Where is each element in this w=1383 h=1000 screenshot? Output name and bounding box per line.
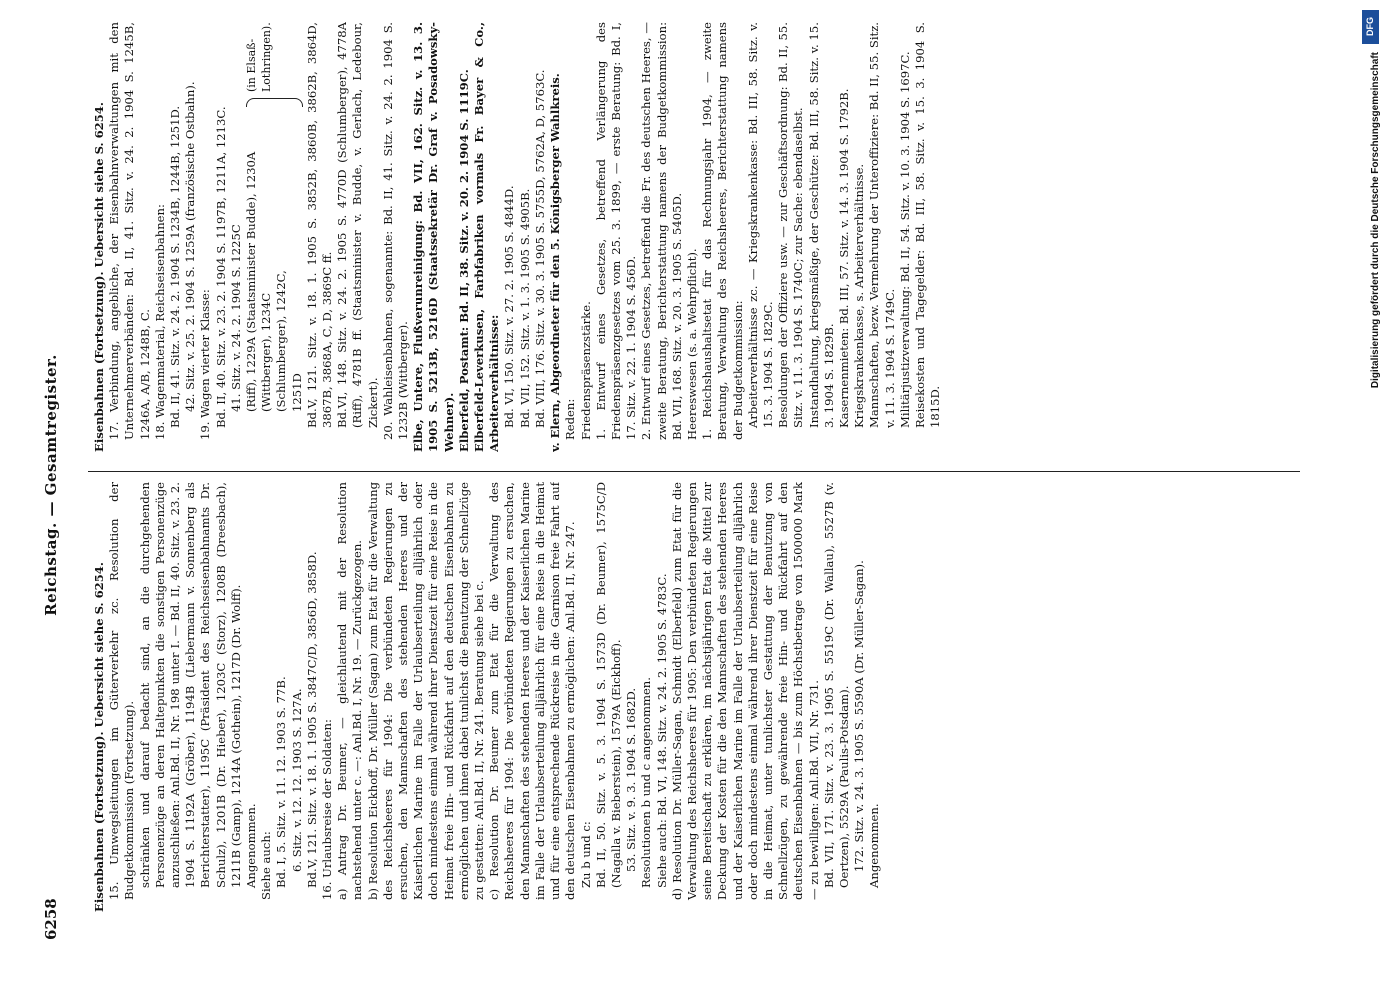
index-entry: Militärjustizverwaltung: Bd. II, 54. Sitz. v. 10. 3. 1904 S. 1697C.: [897, 51, 912, 428]
brace: [246, 98, 303, 107]
index-entry: Siehe auch:: [259, 831, 274, 900]
index-entry: c) Resolution Dr. Beumer zum Etat für die Verwaltung des Reichsheeres für 1904: Die verbündeten Regierungen zu ersuchen, den Mannschaften des stehenden Heeres und der Kaiserlichen Marine im Falle der Urlaubserteilung alljährlich für eine Reise in die Heimat und für eine entsprechende Rückreise in die Garnison freie Fahrt auf den deutschen Eisenbahnen zu ermöglichen: Anl.Bd. II, Nr. 247.: [487, 482, 578, 900]
index-entry: Angenommen.: [244, 803, 259, 888]
index-entry: 2. Entwurf eines Gesetzes, betreffend die Fr. des deutschen Heeres, — zweite Beratung, Berichterstattung namens der Budgetkommission: Bd. VII, 168. Sitz. v. 20. 3. 1905 S. 5405D.: [639, 22, 684, 440]
index-entry: b) Resolution Eickhoff, Dr. Müller (Sagan) zum Etat für die Verwaltung des Reichsheeres für 1904: Die verbündeten Regierungen zu ersuchen, den Mannschaften des stehenden Heeres und der Kaiserlichen Marine im Falle der Urlaubserteilung alljährlich oder doch mindestens einmal während ihrer Dienstzeit für eine Reise in die Heimat freie Hin- und Rückfahrt auf den deutschen Eisenbahnen zu ermöglichen und ihnen dabei tunlichst die Benutzung der Schnellzüge zu gestatten: Anl.Bd. II, Nr. 241. Beratung siehe bei c.: [365, 482, 487, 900]
index-entry: Kasernenmieten: Bd. III, 57. Sitz. v. 14. 3. 1904 S. 1792B.: [836, 88, 851, 428]
index-entry: Resolutionen b und c angenommen.: [639, 677, 654, 888]
index-entry: Friedenspräsenzstärke.: [578, 301, 593, 440]
index-entry: 41. Sitz. v. 24. 2. 1904 S. 1225C: [228, 224, 243, 412]
index-heading: Elberfeld-Leverkusen, Farbfabriken vormals Fr. Bayer & Co., Arbeiterverhältnisse:: [472, 22, 502, 452]
left-column: [92, 482, 1290, 912]
index-entry: Angenommen.: [867, 803, 882, 888]
index-entry: Mannschaften, bezw. Vermehrung der Unteroffiziere: Bd. II, 55. Sitz. v. 11. 3. 1904 S. 1749C.: [867, 22, 897, 428]
bracket-item: (Wittberger), 1234C: [259, 292, 274, 412]
column-divider: [88, 471, 1300, 472]
page-header: [44, 30, 66, 940]
index-entry: Arbeiterverhältnisse zc. — Kriegskrankenkasse: Bd. III, 58. Sitz. v. 15. 3. 1904 S. 1829C.: [745, 22, 775, 428]
index-entry: 18. Wagenmaterial, Reichseisenbahnen:: [152, 204, 167, 440]
index-heading: v. Elern, Abgeordneter für den 5. Königsberger Wahlkreis.: [548, 73, 563, 452]
dfg-logo: DFG: [1362, 10, 1379, 44]
index-heading: Elbe, Untere, Flußverunreinigung: Bd. VII, 162. Sitz. v. 13. 3. 1905 S. 5213B, 5216D (Staatssekretär Dr. Graf v. Posadowsky-Wehner).: [411, 22, 456, 452]
index-entry: Bd. I, 5. Sitz. v. 11. 12. 1903 S. 77B.: [274, 676, 289, 888]
index-entry: 1. Entwurf eines Gesetzes, betreffend Verlängerung des Friedenspräsenzgesetzes vom 25. 3. 1899, — erste Beratung: Bd. I, 17. Sitz. v. 22. 1. 1904 S. 456D.: [593, 22, 639, 440]
index-entry: d) Resolution Dr. Müller-Sagan, Schmidt (Elberfeld) zum Etat für die Verwaltung des Reichsheeres für 1905: Den verbündeten Regierungen seine Bereitschaft zu erklären, im nächstjährigen Etat die Mittel zur Deckung der Kosten für die den Mannschaften des stehenden Heeres und der Kaiserlichen Marine im Falle der Urlaubserteilung alljährlich oder doch mindestens einmal während ihrer Dienstzeit für eine Reise in die Heimat, unter tunlichster Gestattung der Benutzung von Schnellzügen, zu gewährende freie Hin- und Rückfahrt auf den deutschen Eisenbahnen — bis zum Höchstbetrage von 1500000 Mark — zu bewilligen: Anl.Bd. VII, Nr. 731.: [669, 482, 821, 900]
index-entry: 42. Sitz. v. 25. 2. 1904 S. 1259A (französische Ostbahn).: [183, 81, 198, 412]
index-heading: Eisenbahnen (Fortsetzung). Uebersicht siehe S. 6254.: [92, 102, 106, 452]
page-number: 6258: [42, 898, 60, 940]
bracket-item: (Schlumberger), 1242C,: [274, 270, 289, 412]
index-entry: Bd. II, 41. Sitz. v. 24. 2. 1904 S. 1234B, 1244B, 1251D.: [168, 105, 183, 428]
index-entry: Besoldungen der Offiziere usw. — zur Geschäftsordnung: Bd. II, 55. Sitz. v. 11. 3. 1904 S. 1740C; zur Sache: ebendaselbst.: [776, 22, 806, 428]
index-entry: Bd. VI, 150. Sitz. v. 27. 2. 1905 S. 4844D.: [502, 185, 517, 428]
index-entry: 19. Wagen vierter Klasse:: [198, 289, 213, 440]
index-entry: Bd. VII, 152. Sitz. v. 1. 3. 1905 S. 4905B.: [517, 188, 532, 428]
index-entry: Reden:: [563, 398, 578, 440]
index-entry: schränken und darauf bedacht sind, an die durchgehenden Personenzüge an deren Haltepunkten die sonstigen Personenzüge anzuschließen: Anl.Bd. II, Nr. 198 unter I. — Bd. II, 40. Sitz. v. 23. 2. 1904 S. 1192A (Gröber), 1194B (Liebermann v. Sonnenberg als Berichterstatter), 1195C (Präsident des Reichseisenbahnamts Dr. Schulz), 1201B (Dr. Hieber), 1203C (Storz), 1208B (Dreesbach), 1211B (Gamp), 1214A (Gothein), 1217D (Dr. Wolff).: [137, 482, 243, 888]
attribution-strip: [1357, 0, 1383, 1000]
right-column: [92, 22, 1290, 452]
bracket-note: (in Elsaß-Lothringen).: [245, 22, 274, 92]
index-entry: Reisekosten und Tagegelder: Bd. III, 58. Sitz. v. 15. 3. 1904 S. 1815D.: [912, 22, 943, 428]
index-entry: 20. Wahleisenbahnen, sogenannte: Bd. II, 41. Sitz. v. 24. 2. 1904 S. 1232B (Wittberger).: [380, 22, 411, 440]
index-entry: 15. Umwegsleitungen im Güterverkehr zc. Resolution der Budgetkommission (Fortsetzung).: [107, 482, 137, 900]
running-title: Reichstag. — Gesamtregister.: [42, 354, 60, 616]
index-entry: 16. Urlaubsreise der Soldaten:: [320, 719, 335, 900]
index-entry: 1. Reichshaushaltsetat für das Rechnungsjahr 1904, — zweite Beratung, Verwaltung des Reichsheeres, Berichterstattung namens der Budgetkommission:: [700, 22, 745, 440]
bracket-group: [244, 22, 305, 452]
index-entry: Bd. VII, 171. Sitz. v. 23. 3. 1905 S. 5519C (Dr. Wallau), 5527B (v. Oertzen), 5529A (Paulis-Potsdam).: [821, 482, 851, 888]
index-entry: Kriegskrankenkasse, s. Arbeiterverhältnisse.: [852, 163, 867, 428]
bracket-item: (Riff), 1229A (Staatsminister Budde), 1230A: [244, 151, 259, 412]
index-entry: Heereswesen (s. a. Wehrpflicht).: [684, 248, 699, 440]
index-entry: Zu b und c:: [578, 821, 593, 888]
index-entry: 6. Sitz. v. 12. 12. 1903 S. 127A.: [289, 688, 304, 872]
index-entry: Bd. VIII, 176. Sitz. v. 30. 3. 1905 S. 5755D, 5762A, D, 5763C.: [532, 69, 547, 428]
index-entry: 53. Sitz. v. 9. 3. 1904 S. 1682D.: [624, 687, 639, 872]
index-entry: Bd.V, 121. Sitz. v. 18. 1. 1905 S. 3852B, 3860B, 3862B, 3864D, 3867B, 3868A, C, D, 3869C ff.: [304, 22, 335, 428]
index-entry: a) Antrag Dr. Beumer, — gleichlautend mit der Resolution nachstehend unter c. —: Anl.Bd. I, Nr. 19. — Zurückgezogen.: [335, 482, 365, 900]
index-entry: Bd.V, 121. Sitz. v. 18. 1. 1905 S. 3847C/D, 3856D, 3858D.: [304, 551, 319, 888]
bracket-item: 1251D: [289, 373, 304, 412]
index-entry: Instandhaltung, kriegsmäßige, der Geschütze: Bd. III, 58. Sitz. v. 15. 3. 1904 S. 1829B.: [806, 22, 836, 428]
attribution-text: Digitalisierung gefördert durch die Deutsche Forschungsgemeinschaft: [1370, 52, 1381, 389]
index-heading: Elberfeld, Postamt: Bd. II, 38. Sitz. v. 20. 2. 1904 S. 1119C.: [456, 69, 471, 452]
index-entry: Siehe auch: Bd. VI, 148. Sitz. v. 24. 2. 1905 S. 4783C.: [654, 573, 669, 888]
index-entry: Bd. II, 40. Sitz. v. 23. 2. 1904 S. 1197B, 1211A, 1213C.: [213, 106, 228, 428]
index-entry: 172. Sitz. v. 24. 3. 1905 S. 5590A (Dr. Müller-Sagan).: [852, 560, 867, 872]
index-heading: Eisenbahnen (Fortsetzung). Uebersicht siehe S. 6254.: [92, 562, 106, 912]
index-entry: Bd.VI, 148. Sitz. v. 24. 2. 1905 S. 4770D (Schlumberger), 4778A (Riff), 4781B ff. (Staatsminister v. Budde, v. Gerlach, Ledebour, Zickert).: [335, 22, 380, 428]
bracket-items: [244, 113, 305, 412]
index-entry: 17. Verbindung, angebliche, der Eisenbahnverwaltungen mit den Unternehmerverbänden: Bd. II, 41. Sitz. v. 24. 2. 1904 S. 1245B, 1246A, A/B, 1248B, C.: [107, 22, 152, 440]
index-entry: Bd. II, 50. Sitz. v. 5. 3. 1904 S. 1573D (Dr. Beumer), 1575C/D (Nagalla v. Bieberstein), 1579A (Eickhoff).: [593, 482, 623, 888]
